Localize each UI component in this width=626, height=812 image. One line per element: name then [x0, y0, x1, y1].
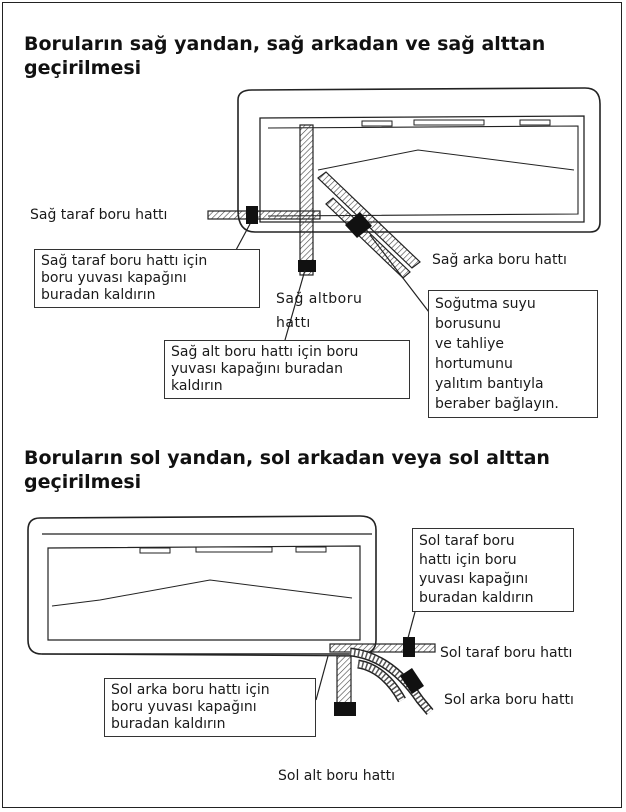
box-right-side-line: buradan kaldırın	[41, 287, 156, 303]
label-right-bottom-line1: Sağ altboru	[276, 291, 363, 307]
box-left-side-line: buradan kaldırın	[419, 590, 534, 606]
box-right-side-line: boru yuvası kapağını	[41, 270, 187, 286]
bottom-indoor-unit	[28, 516, 376, 656]
top-indoor-unit	[238, 88, 600, 232]
left-bottom-pipe	[334, 656, 356, 716]
box-wrap-instruction	[428, 290, 598, 418]
box-left-side-instruction	[412, 528, 574, 612]
label-left-bottom-pipe: Sol alt boru hattı	[278, 768, 396, 784]
box-left-back-instruction	[104, 678, 316, 737]
section2-heading	[24, 446, 550, 494]
label-right-back-pipe: Sağ arka boru hattı	[432, 252, 567, 268]
box-wrap-line: hortumunu	[435, 356, 513, 372]
box-left-side-line: yuvası kapağını	[419, 571, 529, 587]
box-left-back-line: boru yuvası kapağını	[111, 699, 257, 715]
label-right-side-pipe: Sağ taraf boru hattı	[30, 207, 168, 223]
box-left-side-line: hattı için boru	[419, 552, 517, 568]
box-wrap-line: yalıtım bantıyla	[435, 376, 544, 392]
label-left-side-pipe: Sol taraf boru hattı	[440, 645, 573, 661]
label-left-back-pipe: Sol arka boru hattı	[444, 692, 574, 708]
left-back-pipes	[350, 652, 430, 712]
box-right-bottom-line: kaldırın	[171, 378, 223, 394]
section2-heading-line1: Boruların sol yandan, sol arkadan veya sol alttan	[24, 447, 550, 469]
label-right-bottom-line2: hattı	[276, 315, 311, 331]
right-bottom-pipe	[298, 125, 316, 275]
box-right-bottom-instruction	[164, 340, 410, 399]
section1-heading-line2: geçirilmesi	[24, 57, 142, 79]
box-right-bottom-line: Sağ alt boru hattı için boru	[171, 344, 359, 360]
label-right-bottom-pipe	[276, 287, 362, 335]
right-back-pipes	[318, 172, 420, 278]
section2-heading-line2: geçirilmesi	[24, 471, 142, 493]
box-wrap-line: Soğutma suyu	[435, 296, 536, 312]
box-wrap-line: borusunu	[435, 316, 501, 332]
box-left-back-line: buradan kaldırın	[111, 716, 226, 732]
box-right-side-instruction	[34, 249, 260, 308]
box-left-side-line: Sol taraf boru	[419, 533, 515, 549]
box-right-side-line: Sağ taraf boru hattı için	[41, 253, 208, 269]
section1-heading	[24, 32, 545, 80]
box-left-back-line: Sol arka boru hattı için	[111, 682, 270, 698]
box-right-bottom-line: yuvası kapağını buradan	[171, 361, 343, 377]
box-wrap-line: ve tahliye	[435, 336, 504, 352]
box-wrap-line: beraber bağlayın.	[435, 396, 559, 412]
section1-heading-line1: Boruların sağ yandan, sağ arkadan ve sağ alttan	[24, 33, 546, 55]
